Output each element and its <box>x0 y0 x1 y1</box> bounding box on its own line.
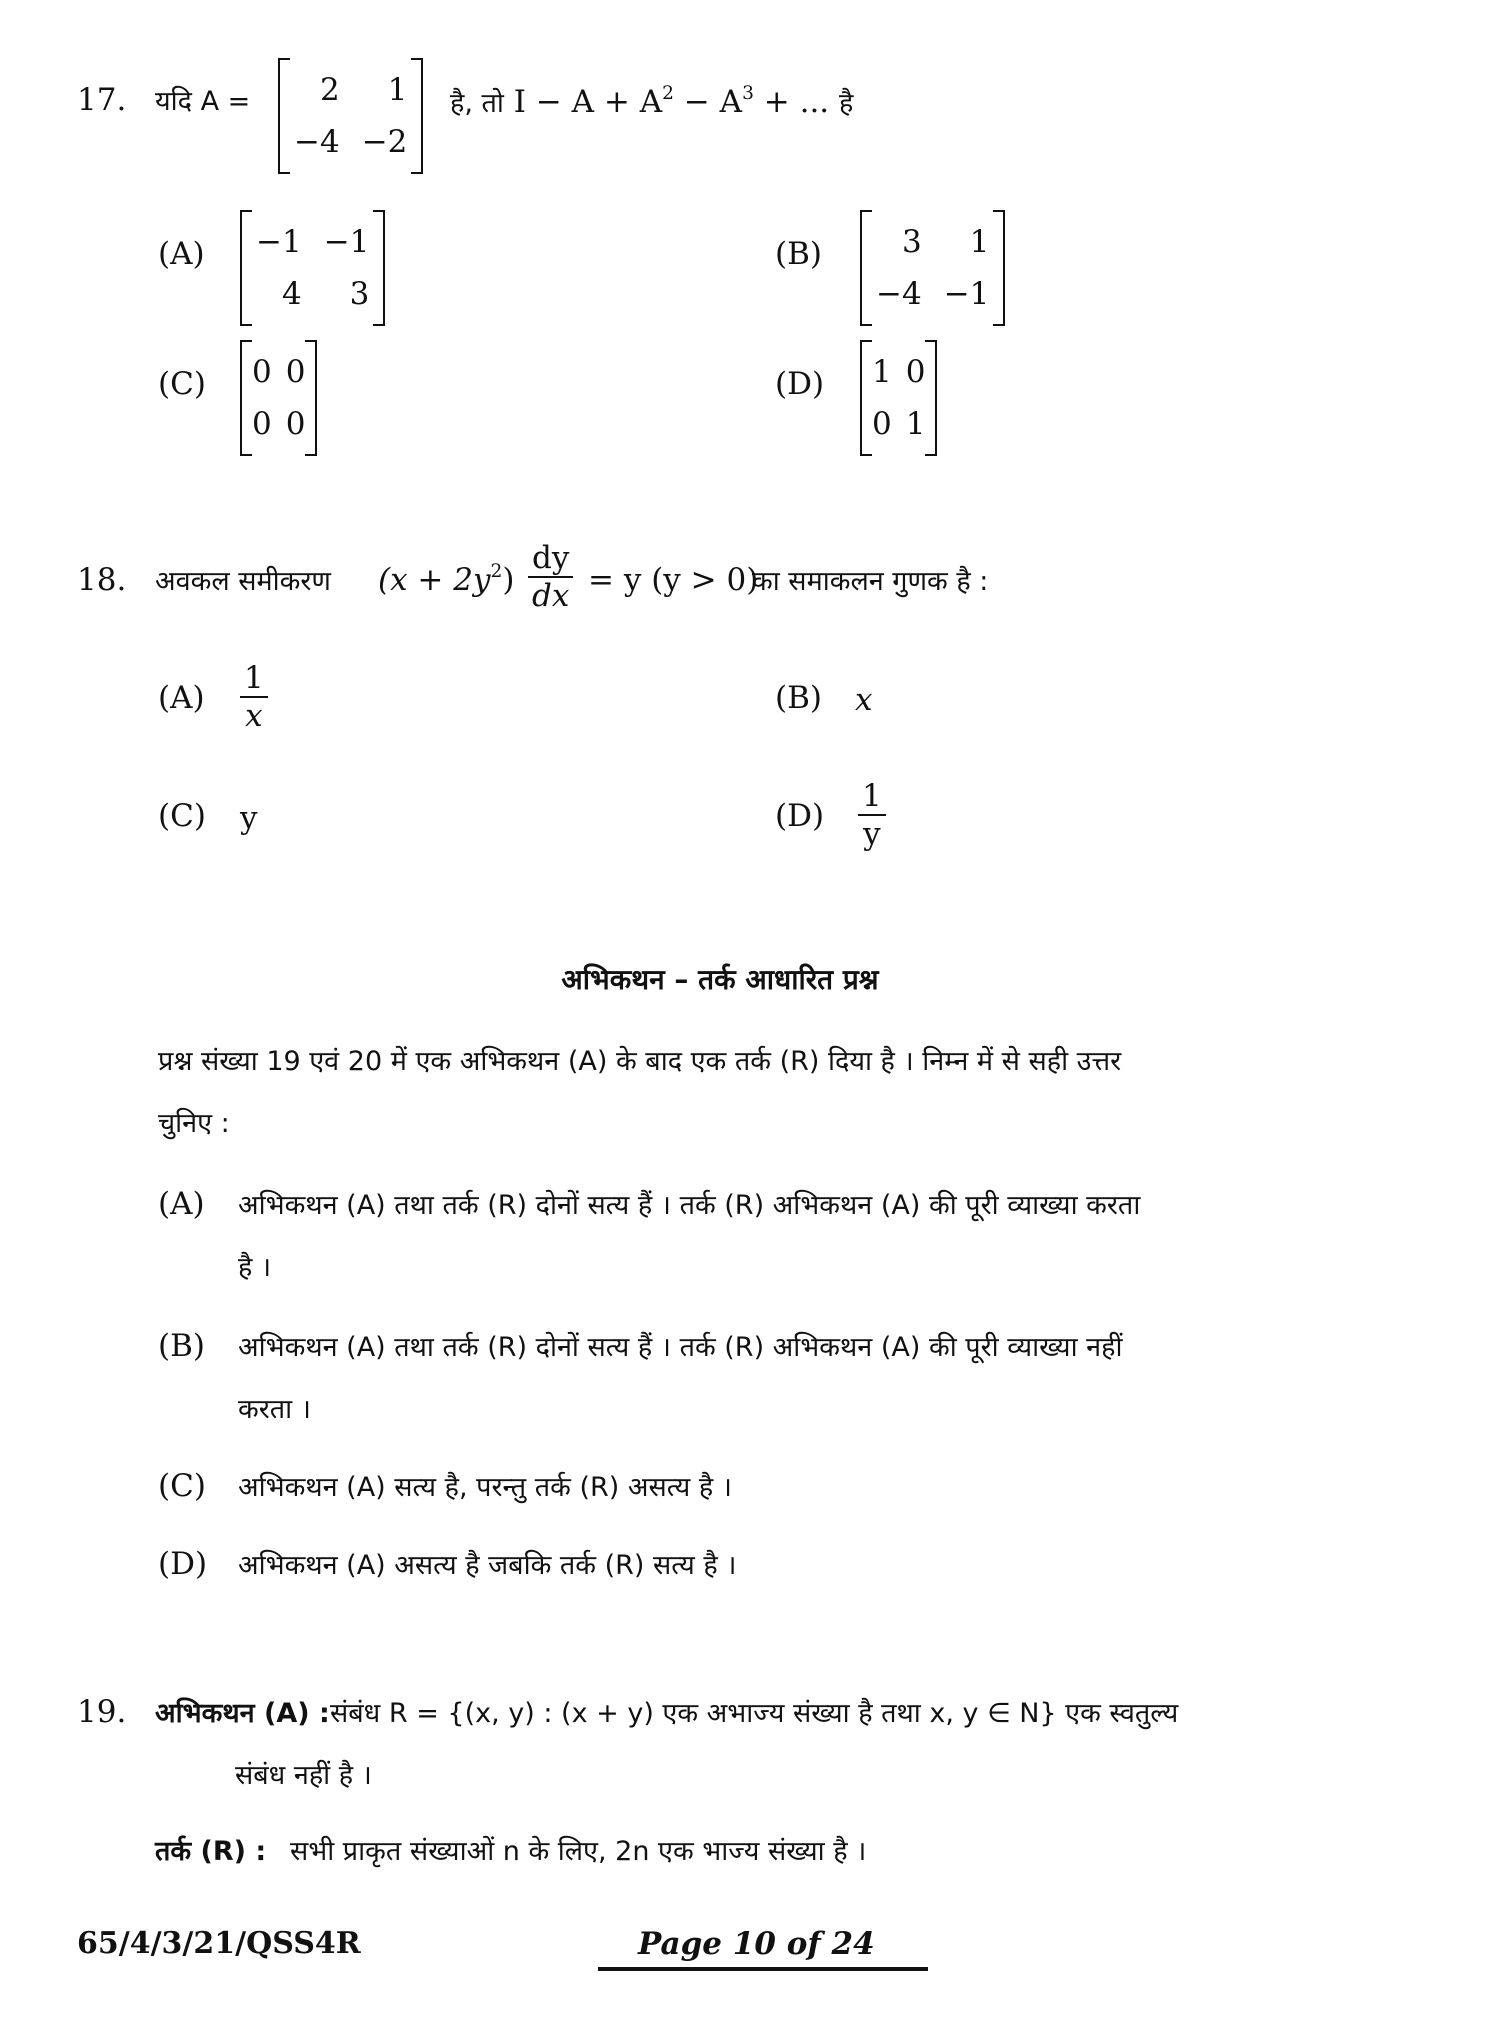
matrix-cell: 3 <box>901 224 922 260</box>
option-label-b: (B) <box>158 1328 205 1364</box>
right-bracket <box>305 340 317 456</box>
matrix-cell: 1 <box>872 354 892 390</box>
equation-lhs: $(x + 2y^2)$ <box>378 560 515 598</box>
matrix-cell: 1 <box>387 72 408 108</box>
question-prefix: अवकल समीकरण <box>155 566 331 597</box>
matrix-cell: 1 <box>905 406 926 442</box>
right-bracket <box>411 58 423 174</box>
option-label-c: (C) <box>158 1468 206 1504</box>
option-label-a: (A) <box>158 1186 205 1222</box>
question-number: 17. <box>77 82 127 118</box>
equation-rhs: = y (y > 0) <box>588 562 759 598</box>
left-bracket <box>278 58 290 174</box>
derivative-fraction: $\frac{dy}{dx}$ <box>528 540 573 614</box>
matrix-cell: 0 <box>285 406 306 442</box>
matrix-cell: −1 <box>323 224 370 260</box>
matrix-cell: −4 <box>876 276 922 312</box>
matrix-cell: 0 <box>905 354 926 390</box>
option-c-line-1: अभिकथन (A) सत्य है, परन्तु तर्क (R) असत्य है । <box>238 1472 732 1503</box>
option-label-d: (D) <box>775 798 825 834</box>
option-c-value: y <box>240 800 258 836</box>
option-b-line-2: करता । <box>238 1394 311 1425</box>
question-number: 19. <box>77 1694 127 1730</box>
question-suffix: का समाकलन गुणक है : <box>752 566 989 597</box>
left-bracket <box>240 210 252 326</box>
option-label-c: (C) <box>158 366 206 402</box>
paper-code: 65/4/3/21/QSS4R <box>77 1926 361 1961</box>
right-bracket <box>373 210 385 326</box>
option-b-value: x <box>855 682 873 718</box>
matrix-cell: −1 <box>943 276 990 312</box>
option-d-line-1: अभिकथन (A) असत्य है जबकि तर्क (R) सत्य है । <box>238 1550 737 1581</box>
option-a-line-1: अभिकथन (A) तथा तर्क (R) दोनों सत्य हैं । तर्क (R) अभिकथन (A) की पूरी व्याख्या करता <box>238 1190 1141 1221</box>
instruction-line-2: चुनिए : <box>158 1108 230 1139</box>
series-expression: है, तो $I - A + A^2 - A^3$ + ... है <box>450 82 854 120</box>
assertion-label: अभिकथन (A) : <box>155 1698 330 1729</box>
option-b-matrix <box>860 210 1005 326</box>
reason-text: सभी प्राकृत संख्याओं n के लिए, 2n एक भाज्य संख्या है । <box>290 1836 867 1867</box>
left-bracket <box>240 340 252 456</box>
matrix-cell: 4 <box>281 276 302 312</box>
matrix-cell: 0 <box>252 406 272 442</box>
option-label-d: (D) <box>775 366 825 402</box>
option-label-a: (A) <box>158 680 205 716</box>
matrix-cell: 3 <box>349 276 370 312</box>
matrix-cell: 0 <box>252 354 272 390</box>
matrix-A <box>278 58 423 174</box>
page-number: Page 10 of 24 <box>638 1926 875 1962</box>
question-number: 18. <box>77 562 127 598</box>
option-label-d: (D) <box>158 1546 208 1582</box>
option-a-matrix <box>240 210 385 326</box>
right-bracket <box>925 340 937 456</box>
assertion-text-line-2: संबंध नहीं है । <box>235 1760 372 1791</box>
option-label-c: (C) <box>158 798 206 834</box>
option-b-line-1: अभिकथन (A) तथा तर्क (R) दोनों सत्य हैं । तर्क (R) अभिकथन (A) की पूरी व्याख्या नहीं <box>238 1332 1123 1363</box>
option-label-a: (A) <box>158 236 205 272</box>
option-d-fraction: $\frac{1}{y}$ <box>858 778 886 852</box>
right-bracket <box>993 210 1005 326</box>
option-d-matrix <box>860 340 937 456</box>
page-number-underline <box>598 1967 928 1971</box>
reason-label: तर्क (R) : <box>155 1836 267 1867</box>
matrix-cell: −1 <box>256 224 302 260</box>
question-prefix: यदि A = <box>155 86 251 117</box>
option-a-line-2: है । <box>238 1252 272 1283</box>
assertion-text-line-1: संबंध R = {(x, y) : (x + y) एक अभाज्य संख्या है तथा x, y ∈ N} एक स्वतुल्य <box>330 1698 1179 1729</box>
left-bracket <box>860 210 872 326</box>
matrix-cell: 0 <box>872 406 892 442</box>
option-label-b: (B) <box>775 680 822 716</box>
instruction-line-1: प्रश्न संख्या 19 एवं 20 में एक अभिकथन (A) के बाद एक तर्क (R) दिया है । निम्न में से सही उत्तर <box>158 1046 1122 1077</box>
matrix-cell: −4 <box>294 124 340 160</box>
matrix-cell: 0 <box>285 354 306 390</box>
option-a-fraction: $\frac{1}{x}$ <box>240 660 268 734</box>
section-heading: अभिकथन – तर्क आधारित प्रश्न <box>561 963 879 996</box>
matrix-cell: 1 <box>969 224 990 260</box>
matrix-cell: 2 <box>319 72 340 108</box>
left-bracket <box>860 340 872 456</box>
option-label-b: (B) <box>775 236 822 272</box>
matrix-cell: −2 <box>361 124 408 160</box>
option-c-matrix <box>240 340 317 456</box>
